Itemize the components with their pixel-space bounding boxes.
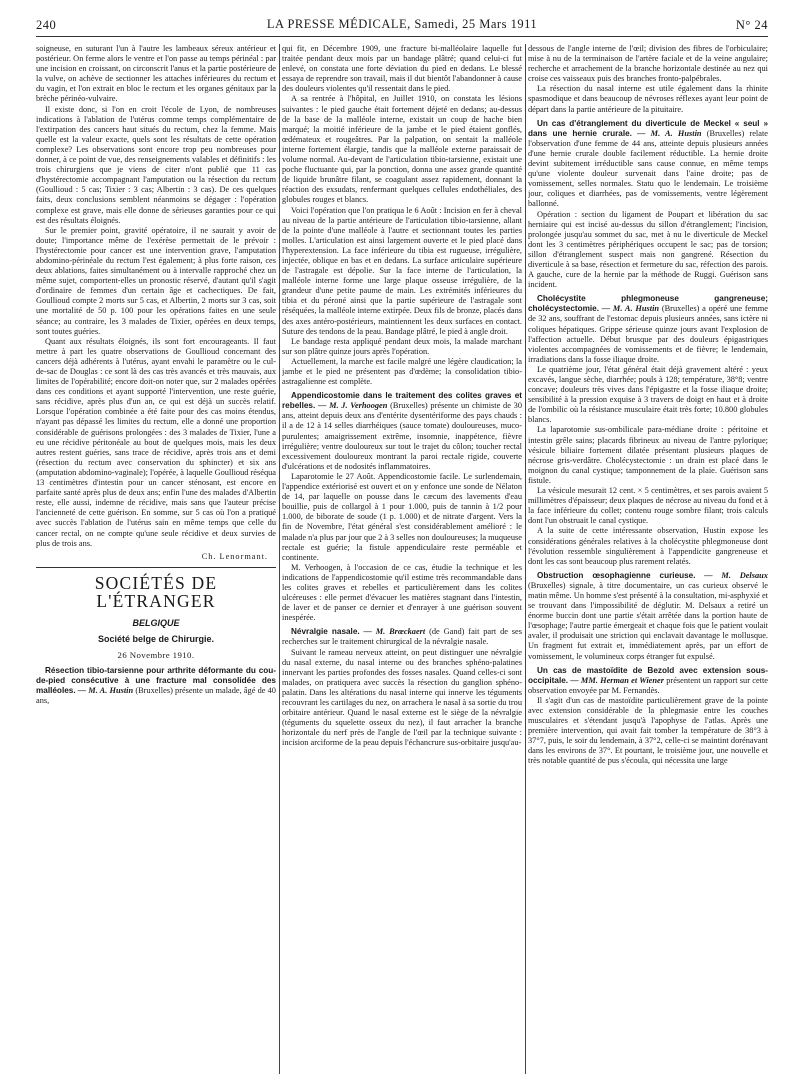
article-text: (Bruxelles) signale, à titre documentaire, un cas curieux observé le matin même. Un homme s'est présenté à la consultation, mi-asphyxié et se trouvant dans l'impossibilité de déglutir. M. Delsaux a retiré un énorme buccin dont une partie s'était arrêtée dans la portion haute de l'œsophage; l'autre partie émergeait et chaque fois que le patient voulait avaler, il produisait une striction qui enclavait davantage le mollusque. Un fragment fut extrait et, immédiatement après, par un effort de vomissement, le volumineux corps étranger fut expulsé.: [528, 580, 768, 661]
article-title: Résection tibio-tarsienne pour arthrite déformante du cou-de-pied consécutive à une fracture mal consolidée des malléoles.: [36, 665, 276, 695]
article-title: Cholécystite phlegmoneuse gangreneuse; cholécystectomie.: [528, 294, 768, 314]
paragraph: Le bandage resta appliqué pendant deux mois, la malade marchant sur son plâtre quinze jours après l'opération.: [282, 336, 522, 356]
page-number: 240: [36, 18, 57, 32]
session-date: 26 Novembre 1910.: [117, 649, 195, 660]
article-author: — M. A. Hustin: [77, 685, 134, 695]
article-author: — M. A. Hustin: [637, 128, 702, 138]
paragraph: A la suite de cette intéressante observation, Hustin expose les considérations générales relatives à la cholécystite phlegmoneuse dont l'évolution ressemble singulièrement à l'appendicite gangreneuse et dont les cas sont beaucoup plus rarement relatés.: [528, 526, 768, 566]
paragraph: M. Verhoogen, à l'occasion de ce cas, étudie la technique et les indications de l'appendicostomie qu'il estime très recommandable dans les colites graves et rebelles et particulièrement dans les colites ulcéreuses : elle permet d'évacuer les matières stagnant dans l'intestin, de laver et de panser ce dernier et d'enrayer à une guérison souvent inespérée.: [282, 562, 522, 623]
journal-title: LA PRESSE MÉDICALE, Samedi, 25 Mars 1911: [266, 17, 538, 31]
article-text: (Bruxelles) a opéré une femme de 32 ans, souffrant de l'estomac depuis plusieurs années, sans ictère ni coliques hépatiques. Grippe sérieuse quinze jours avant l'explosion de l'affection actuelle. Début brusque par des douleurs épigastriques violentes accompagnées de vomissements et de fièvre; le lendemain, irradiations dans la fosse iliaque droite.: [528, 304, 768, 364]
paragraph: A sa rentrée à l'hôpital, en Juillet 1910, on constata les lésions suivantes : le pied gauche était fortement déjeté en dedans; au-dessus de la base de la malléole interne, existait un coup de hache bien marqué; la moitié inférieure de la jambe et le pied étaient gonflés, œdémateux et rougeâtres. Par la palpation, on sentait la malléole interne fortement élargie, tandis que la malléole externe paraissait de volume normal. Au-devant de l'articulation tibio-tarsienne, existait une poche fluctuante qui, par la ponction, donna une assez grande quantité de liquide brunâtre filant, se coagulant assez rapidement, donnant la réaction des exsudats, renfermant quelques cellules endothéliales, des globules rouges et blancs.: [282, 94, 522, 205]
article-title: Un cas de mastoïdite de Bezold avec extension sous-occipitale.: [528, 665, 768, 685]
paragraph: La laparotomie sus-ombilicale para-médiane droite : péritoine et intestin grêle sains; placards fibrineux au niveau de l'antre pylorique; vésicule biliaire fortement dilatée présentant plusieurs plaques de nécrose gris-verdâtre. Cholécystectomie : un drain est placé dans le moignon du canal cystique; tamponnement de la plaie. Guérison sans fistule.: [528, 425, 768, 485]
newspaper-page: [36, 12, 768, 1074]
article-meckel: [528, 119, 768, 210]
section-title: SOCIÉTÉS DE L'ÉTRANGER: [94, 572, 218, 611]
paragraph: Sur le premier point, gravité opératoire, il ne saurait y avoir de doute; l'importance même de l'exérèse permettait de le prévoir : l'hystérectomie pour cancer est une intervention grave, l'amputation abdomino-périnéale du rectum l'est également; à plus forte raison, ces deux ablations, faites simultanément ou à intervalle rapproché chez un même sujet, comportent-elles un pronostic réservé, d'autant qu'il s'agit d'ordinaire de femmes d'un certain âge et cachectiques. De fait, Goullioud compte 2 morts sur 5 cas, et Albertin, 2 morts sur 3 cas, soit une mortalité de 50 p. 100 pour les opérations faites en une seule séance; au contraire, les 3 malades de Tixier, opérées en deux temps, sont toutes guéries.: [36, 225, 276, 336]
article-text: présentent un rapport sur cette observation envoyée par M. Fernandès.: [528, 675, 768, 695]
paragraph: Opération : section du ligament de Poupart et libération du sac herniaire qui est incisé au-dessus du sillon d'étranglement; l'incision, prolongée jusqu'au sommet du sac, met à nu le diverticule de Meckel dont les 3 centimètres périphériques occupent le sac; pas de torsion; sillon d'étranglement suspect mais non gangrené. Résection du diverticule à sa base, résection et fermeture du sac, réfection des parois. A gauche, cure de la hernie par la méthode de Ruggi. Guérison sans incident.: [528, 209, 768, 290]
society-heading: Société belge de Chirurgie.: [97, 633, 215, 644]
article-cholecystite: [528, 294, 768, 365]
article-title: Névralgie nasale.: [291, 627, 360, 637]
paragraph: qui fit, en Décembre 1909, une fracture bi-malléolaire laquelle fut traitée pendant deux mois par un bandage plâtré; quand celui-ci fut enlevé, on constata une forte déviation du pied en dedans. Le blessé essaya de reprendre son travail, mais il dut bientôt l'abandonner à cause des douleurs violentes qu'il ressentait dans le pied.: [282, 44, 522, 94]
article-oesophage: [528, 571, 768, 662]
header-rule: [36, 36, 768, 37]
paragraph: Actuellement, la marche est facile malgré une légère claudication; la jambe et le pied ne présentent pas d'œdème; la consolidation tibio-astragalienne est complète.: [282, 356, 522, 387]
paragraph: La vésicule mesurait 12 cent. × 5 centimètres, et ses parois avaient 5 millimètres d'épaisseur; deux plaques de nécrose au niveau du fond et à la face inférieure du collet; contenu rouge sombre filant; trois calculs dont l'un obstruait le canal cystique.: [528, 486, 768, 526]
paragraph: dessous de l'angle interne de l'œil; division des fibres de l'orbiculaire; mise à nu de la terminaison de l'artère faciale et de la veine angulaire; recherche et arrachement de la branche horizontale destinée au nez qui croise ces vaisseaux puis des branches fronto-palpébrales.: [528, 44, 768, 84]
article-text: (Bruxelles) présente un malade, âgé de 40 ans,: [36, 685, 276, 705]
paragraph: Il s'agit d'un cas de mastoïdite particulièrement grave de la pointe avec extension considérable de la phlegmasie entre les couches musculaires et s'étendant jusqu'à l'apophyse de l'atlas. Après une première intervention, qui avait fait tomber la température de 38°3 à 37°7, puis, le soir du lendemain, à 37°2, celle-ci se maintint dorénavant dans les environs de 37°. Et pourtant, le troisième jour, une nouvelle et très notable quantité de pus s'écoula, qui nécessita une large: [528, 695, 768, 766]
column-middle: [282, 44, 522, 1074]
paragraph: Le quatrième jour, l'état général était déjà gravement altéré : yeux excavés, langue sèche, diarrhée; pouls à 128; température, 38°8; ventre concave; douleurs très vives dans l'épigastre et la fosse iliaque droite; sensibilité à la pression exquise à 3 travers de doigt en haut et à droite de l'ombilic où la résistance musculaire était très forte; 10.800 globules blancs.: [528, 364, 768, 425]
paragraph: Laparotomie le 27 Août. Appendicostomie facile. Le surlendemain, l'appendice extériorisé est ouvert et on y enfonce une sonde de Nélaton de 14, par laquelle on pousse dans le cæcum des lavements d'eau bouillie, puis de collargol à 1 pour 1.000, puis de tannin à 1/2 pour 1.000, de biborate de soude (1 p. 1.000) et de nitrate d'argent. Vers la fin de Novembre, l'état général s'est considérablement amélioré : le malade n'a plus par jour que 2 à 3 selles non douloureuses; la muqueuse rectale est guérie; la fistule appendiculaire reste perméable et continente.: [282, 471, 522, 562]
article-appendicostomie: [282, 391, 522, 472]
paragraph: Il existe donc, si l'on en croit l'école de Lyon, de nombreuses indications à l'ablation de l'utérus comme temps complémentaire de l'extirpation des cancers haut situés du rectum, chez la femme. Mais quelle est la valeur exacte, quels sont les résultats de cette opération complexe? Les observations sont encore trop peu nombreuses pour donner, à ce point de vue, des renseignements valables et définitifs : les trois chirurgiens que je viens de citer n'ont publié que 11 cas d'hystérectomie accompagnant l'amputation ou la résection du rectum (Goullioud : 5 cas; Tixier : 3 cas; Albertin : 3 cas). De ces quelques faits, deux conclusions semblent néanmoins se dégager : l'opération complexe est grave, mais elle donne de sérieuses garanties pour ce qui est des résultats éloignés.: [36, 104, 276, 225]
article-title: Obstruction œsophagienne curieuse.: [537, 570, 696, 580]
article-author: — M. Brœckaert: [363, 627, 426, 637]
paragraph: Quant aux résultats éloignés, ils sont fort encourageants. Il faut mettre à part les quatre observations de Goullioud concernant des cancers déjà adhérents à l'utérus, ayant envahi le paramètre ou le cul-de-sac de Douglas : ce sont là des cas très avancés et très mauvais, aux limites de l'opérabilité; encore doit-on noter que, sur 2 malades opérées dans ces conditions et ayant supporté l'intervention, une reste guérie, sans récidive, après plus d'un an, ce qui est déjà un succès relatif. Lorsque l'opération combinée a été faite pour des cas moins étendus, n'ayant pas dépassé les limites du rectum, elle a donné une proportion considérable de guérisons prolongées : des 3 malades de Tixier, l'une a eu une récidive péritonéale au bout de quelques mois, mais les deux autres restent guéries, sans trace de récidive, après trois ans et demi (résection du rectum avec conservation du sphincter) et six ans (amputation abdomino-vaginale); l'opérée, à laquelle Goullioud réséqua 13 centimètres d'intestin pour un cancer sténosant, est encore en parfaite santé après plus de deux ans; enfin l'une des malades d'Albertin reste, elle aussi, indemne de récidive, mais sans que l'auteur précise l'ancienneté de cette guérison. En somme, sur 5 cas où l'on a pratiqué avec succès l'ablation de l'utérus sain en même temps que celle du cancer rectal, on ne compte qu'une seule récidive et deux survies de plus de trois ans.: [36, 336, 276, 548]
author-signature: Ch. Lenormant.: [201, 551, 268, 561]
article-nevralgie: [282, 627, 522, 647]
section-rule: [36, 567, 276, 568]
paragraph: La résection du nasal interne est utile également dans la rhinite spasmodique et dans beaucoup de névroses réflexes ayant leur point de départ dans la partie antérieure de la pituitaire.: [528, 84, 768, 114]
paragraph: Suivant le rameau nerveux atteint, on peut distinguer une névralgie du nasal externe, du nasal interne ou des branches sphéno-palatines innervant les parties profondes des fosses nasales. Quand celles-ci sont malades, on pratiquera avec succès la résection du ganglion sphéno-palatin. Dans les altérations du nasal interne qui innerve les téguments recouvrant les cartilages du nez, on arrachera le nasal à sa sortie du trou orbitaire antérieur. Quand le nasal externe est le siège de la névralgie (téguments du squelette osseux du nez), il faut arracher la branche horizontale du nerf près de l'angle de l'œil par la technique suivante : incision arciforme de la peau depuis l'échancrure sus-orbitaire jusqu'au-: [282, 647, 522, 748]
country-heading: BELGIQUE: [132, 617, 180, 628]
paragraph: Voici l'opération que l'on pratiqua le 6 Août : Incision en fer à cheval au niveau de la partie antérieure de l'articulation tibio-tarsienne, allant de la pointe d'une malléole à l'autre et sectionnant toutes les parties molles. L'articulation est ainsi largement ouverte et le pied placé dans l'hyperextension. La face inférieure du tibia est rugueuse, irrégulière, injectée, oblique en bas et en dedans. La surface articulaire supérieure de l'astragale est dépolie. Sur la face interne de l'articulation, la malléole interne forme une large plaque osseuse irrégulière, de la grandeur d'une petite paume de main. Les extrémités inférieures du tibia et du péroné ainsi que la partie supérieure de l'astragale sont réséquées, la malléole interne extirpée. Deux fils de bronze, placés dans des axes antéro-postérieurs, maintiennent les deux surfaces en contact. Suture des tendons de la peau. Bandage plâtré, le pied à angle droit.: [282, 205, 522, 336]
article-resection: [36, 666, 276, 706]
paragraph: soigneuse, en suturant l'un à l'autre les lambeaux séreux antérieur et postérieur. On ferme alors le ventre et l'on passe au temps périnéal : par une incision en croissant, on circonscrit l'anus et la partie postérieure de la vulve, on achève de sectionner les attaches inférieures du rectum et du vagin, et l'on extrait en bloc le rectum et les organes génitaux par la brèche périnéo-vulvaire.: [36, 44, 276, 104]
issue-number: N° 24: [735, 18, 768, 32]
page-header: [36, 12, 768, 34]
article-title: Appendicostomie dans le traitement des colites graves et rebelles.: [282, 391, 522, 411]
article-mastoidite: [528, 666, 768, 696]
column-right: [528, 44, 768, 1074]
article-author: — M. A. Hustin: [601, 304, 660, 314]
column-left: [36, 44, 276, 1074]
article-author: — MM. Herman et Wiener: [570, 675, 664, 685]
article-author: — M. J. Verhoogen: [317, 401, 388, 411]
article-title: Un cas d'étranglement du diverticule de Meckel « seul » dans une hernie crurale.: [528, 118, 768, 138]
article-text: (de Gand) fait part de ses recherches sur le traitement chirurgical de la névralgie nasale.: [282, 627, 522, 647]
article-text: (Bruxelles) présente un chimiste de 30 ans, atteint depuis deux ans d'entérite dysentériforme des pays chauds : il a de 12 à 14 selles diarrhéiques (sauce tomate) douloureuses, muco-purulentes; amaigrissement extrême, insomnie, inappétence, fièvre irrégulière; ventre douloureux sur tout le trajet du côlon; toucher rectal excessivement douloureux montrant la paroi rectale rigide, couverte d'ulcérations et de nodosités inflammatoires.: [282, 401, 522, 471]
article-text: (Bruxelles) relate l'observation d'une femme de 44 ans, atteinte depuis plusieurs années d'une hernie crurale double facilement réductible. La hernie droite devint subitement irréductible sans cause connue, en même temps qu'une violente douleur survenait dans l'aine droite; pas de vomissement, selles normales. Statu quo le lendemain. Le troisième jour, coliques et diarrhées, pas de vomissements, ventre légèrement ballonné.: [528, 128, 768, 209]
article-author: — M. Delsaux: [704, 570, 768, 580]
